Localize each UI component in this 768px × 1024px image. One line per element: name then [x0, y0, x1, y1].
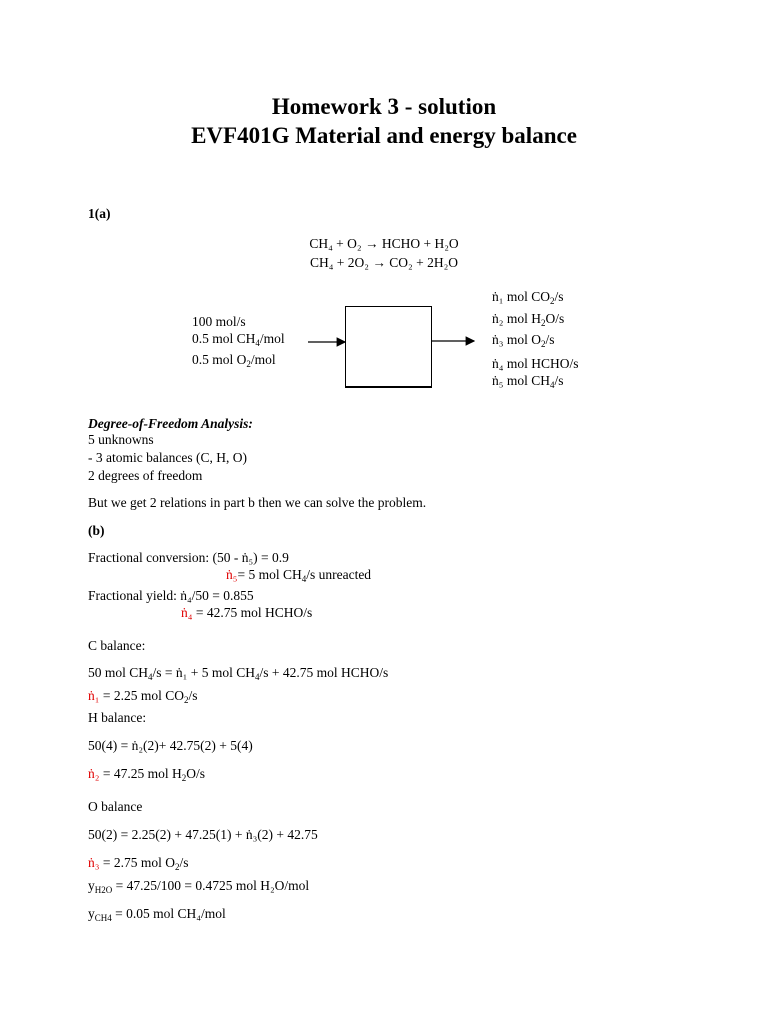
y-h2o: $y_{H2O} = 47.25/100 = 0.4725$ mol H₂O/mol [88, 878, 310, 895]
h-balance-label: H balance: [88, 710, 147, 725]
output-n1: ṅ₁ mol $CO_2/s$ [492, 289, 564, 306]
reaction-2: CH₄ + 2O₂ → CO₂ + 2H₂O [309, 255, 459, 270]
dof-line-1: 5 unknowns [88, 432, 154, 447]
c-balance-equation: 50 mol $CH_4/s$ = ṅ₁ + 5 mol $CH_4/s + 42.75$ mol HCHO/s [88, 665, 389, 682]
dof-note: But we get 2 relations in part b then we can solve the problem. [88, 495, 427, 510]
feed-flow: 100 mol/s [192, 314, 246, 329]
n4-result: ṅ₄ = 42.75 mol HCHO/s [181, 605, 313, 620]
feed-o2: 0.5 mol $O_2$/mol [192, 352, 276, 369]
fractional-yield: Fractional yield: ṅ₄/50 = 0.855 [88, 588, 254, 603]
dof-heading: Degree-of-Freedom Analysis: [88, 416, 253, 431]
fractional-conversion: Fractional conversion: (50 - ṅ₅) = 0.9 [88, 550, 289, 565]
dof-line-2: - 3 atomic balances (C, H, O) [88, 450, 247, 465]
y-ch4: $y_{CH4} = 0.05$ mol CH₄/mol [88, 906, 226, 923]
page-subtitle: EVF401G Material and energy balance [191, 123, 577, 148]
o-balance-equation: 50(2) = 2.25(2) + 47.25(1) + ṅ₃(2) + 42.75 [88, 827, 318, 842]
output-n3: ṅ₃ mol $O_2/s$ [492, 332, 555, 349]
output-n2: ṅ₂ mol $H_2O/s$ [492, 311, 565, 328]
part-b-label: (b) [88, 523, 105, 538]
part-a-label: 1(a) [88, 206, 111, 221]
n2-result: ṅ₂ = 47.25 mol $H_2O/s$ [88, 766, 205, 783]
o-balance-label: O balance [88, 799, 143, 814]
reaction-1: CH₄ + O₂ → HCHO + H₂O [309, 236, 459, 251]
n5-result: ṅ₅= 5 mol $CH_4/s$ unreacted [226, 567, 372, 584]
feed-ch4: 0.5 mol $CH_4$/mol [192, 331, 285, 348]
output-n4: ṅ₄ mol HCHO/s [492, 356, 579, 371]
c-balance-label: C balance: [88, 638, 146, 653]
h-balance-equation: 50(4) = ṅ₂(2)+ 42.75(2) + 5(4) [88, 738, 253, 753]
n1-result: ṅ₁ = 2.25 mol $CO_2/s$ [88, 688, 198, 705]
output-n5: ṅ₅ mol $CH_4/s$ [492, 373, 564, 390]
page-title: Homework 3 - solution [271, 94, 497, 119]
dof-line-3: 2 degrees of freedom [88, 468, 203, 483]
n3-result: ṅ₃ = 2.75 mol $O_2/s$ [88, 855, 189, 872]
